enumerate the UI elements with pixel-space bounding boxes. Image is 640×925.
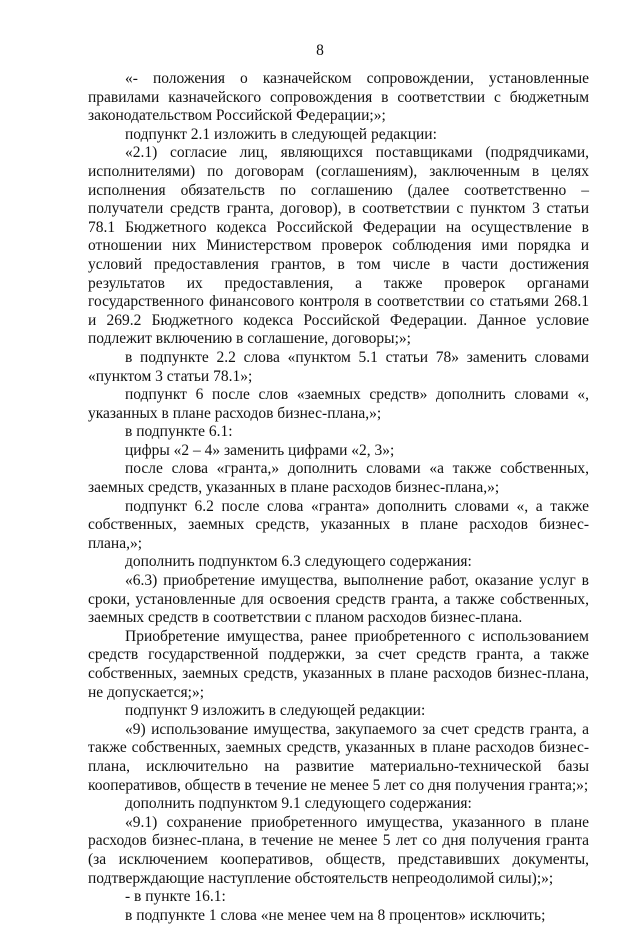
paragraph: дополнить подпунктом 9.1 следующего содержания:	[125, 795, 472, 813]
paragraph: Приобретение имущества, ранее приобретенного с использованием средств государственной поддержки, за счет средств гранта, а также собственных, заемных средств, указанных в плане расходов бизнес-плана, не допускается;»;	[88, 627, 589, 701]
paragraph: после слова «гранта,» дополнить словами «а также собственных, заемных средств, указанных в плане расходов бизнес-плана,»;	[88, 460, 589, 497]
paragraph: «- положения о казначейском сопровождении, установленные правилами казначейского сопровождения в соответствии с бюджетным законодательством Российской Федерации;»;	[88, 70, 589, 125]
paragraph: подпункт 6.2 после слова «гранта» дополнить словами «, а также собственных, заемных средств, указанных в плане расходов бизнес-плана,»;	[88, 497, 589, 552]
paragraph: дополнить подпунктом 6.3 следующего содержания:	[125, 553, 472, 571]
paragraph: «9.1) сохранение приобретенного имущества, указанного в плане расходов бизнес-плана, в течение не менее 5 лет со дня получения гранта (за исключением кооперативов, обществ, представивших документы, подтверждающие наступление обстоятельств непреодолимой силы);»;	[88, 813, 589, 887]
paragraph: в подпункте 2.2 слова «пунктом 5.1 статьи 78» заменить словами «пунктом 3 статьи 78.1»;	[88, 348, 589, 385]
paragraph: подпункт 9 изложить в следующей редакции:	[125, 702, 426, 720]
paragraph: «9) использование имущества, закупаемого за счет средств гранта, а также собственных, заемных средств, указанных в плане расходов бизнес-плана, исключительно на развитие материально-технической базы кооперативов, обществ в течение не менее 5 лет со дня получения гранта;»;	[88, 720, 589, 794]
paragraph: - в пункте 16.1:	[125, 888, 226, 906]
paragraph: цифры «2 – 4» заменить цифрами «2, 3»;	[125, 441, 395, 459]
paragraph: в подпункте 6.1:	[125, 423, 233, 441]
document-body	[88, 70, 589, 925]
paragraph: «6.3) приобретение имущества, выполнение работ, оказание услуг в сроки, установленные для освоения средств гранта, а также собственных, заемных средств в соответствии с планом расходов бизнес-плана.	[88, 572, 589, 627]
paragraph: «2.1) согласие лиц, являющихся поставщиками (подрядчиками, исполнителями) по договорам (соглашениям), заключенным в целях исполнения обязательств по соглашению (далее соответственно – получатели средств гранта, договор), в соответствии с пунктом 3 статьи 78.1 Бюджетного кодекса Российской Федерации на осуществление в отношении них Министерством проверок соблюдения ими порядка и условий предоставления грантов, в том числе в части достижения результатов их предоставления, а также проверок органами государственного финансового контроля в соответствии со статьями 268.1 и 269.2 Бюджетного кодекса Российской Федерации. Данное условие подлежит включению в соглашение, договоры;»;	[88, 144, 589, 348]
paragraph: подпункт 2.1 изложить в следующей редакции:	[125, 125, 437, 143]
paragraph: в подпункте 1 слова «не менее чем на 8 процентов» исключить;	[125, 906, 546, 924]
page-number: 8	[316, 42, 324, 59]
paragraph: подпункт 6 после слов «заемных средств» дополнить словами «, указанных в плане расходов бизнес-плана,»;	[88, 386, 589, 422]
